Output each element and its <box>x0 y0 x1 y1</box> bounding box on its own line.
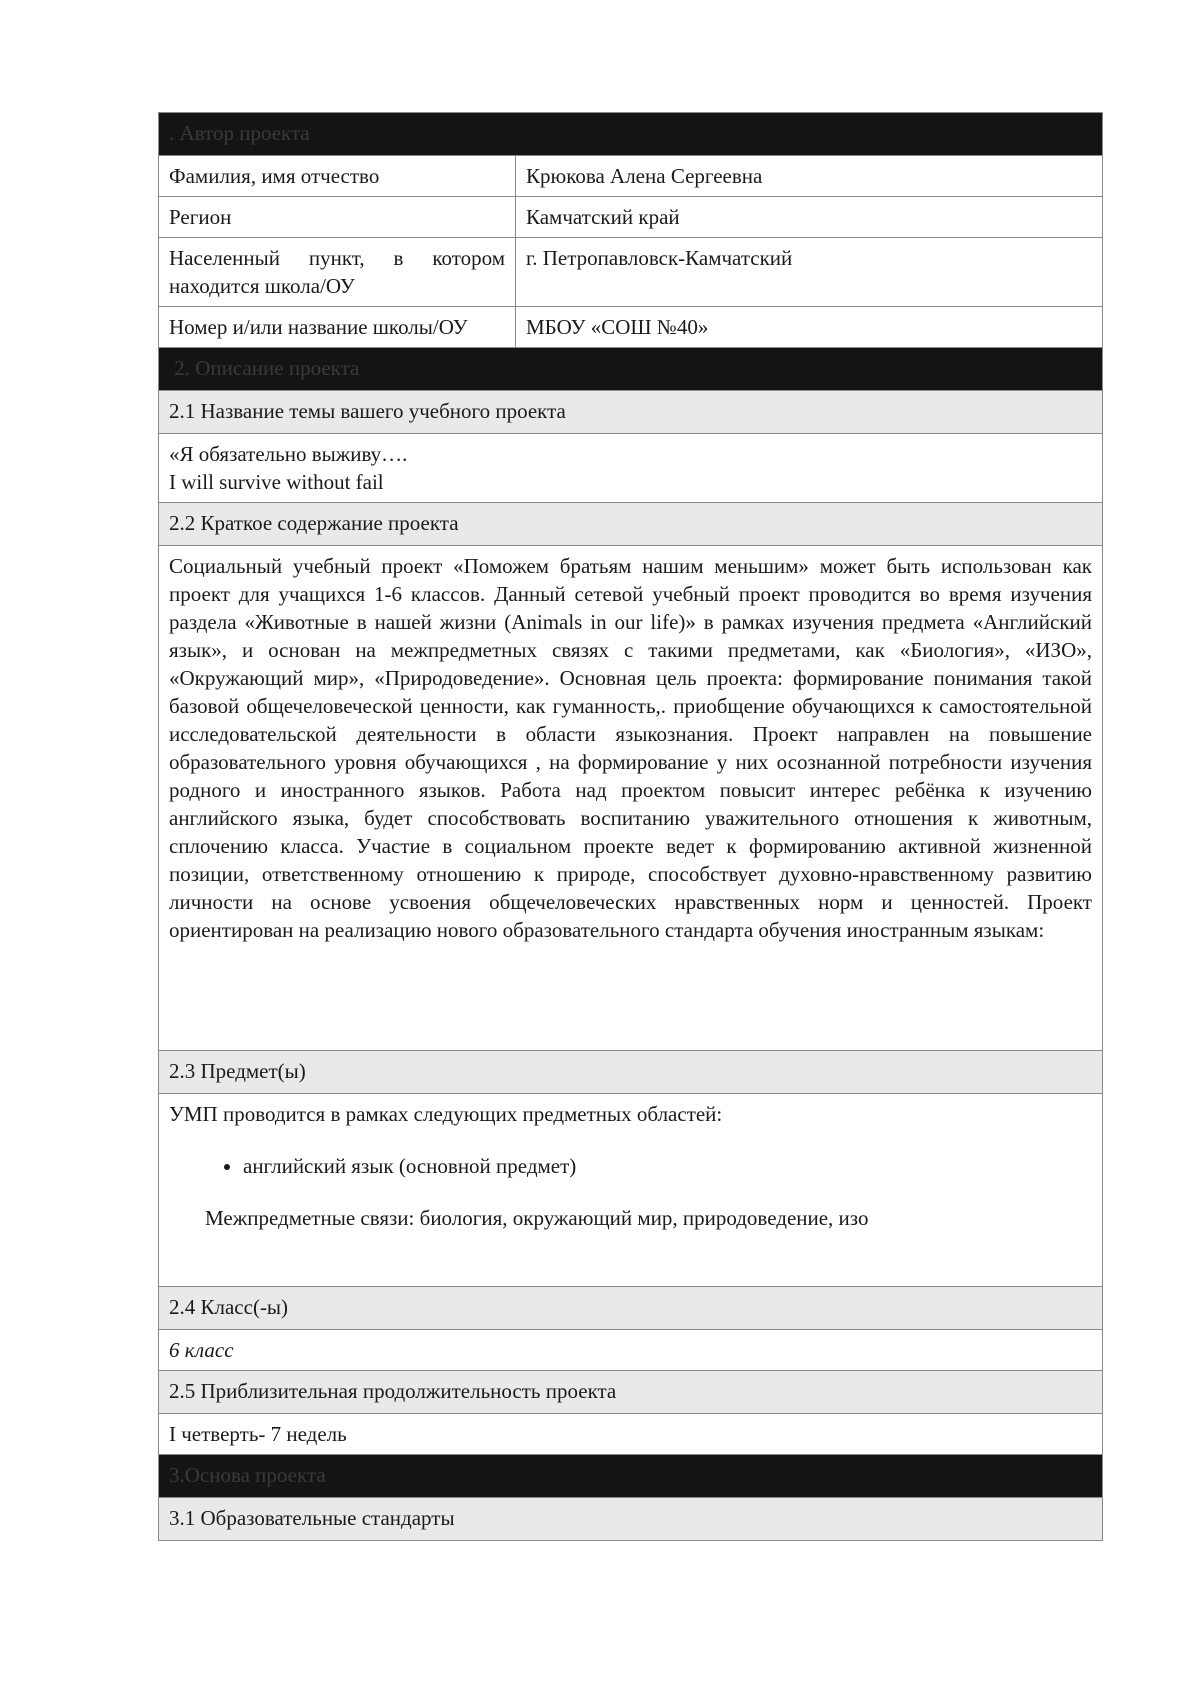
section-title-description: 2. Описание проекта <box>159 348 1103 391</box>
subjects-label: 2.3 Предмет(ы) <box>159 1051 1103 1094</box>
duration-label-row <box>159 1371 1103 1414</box>
school-label: Номер и/или название школы/ОУ <box>159 307 516 348</box>
grade-label-row <box>159 1287 1103 1330</box>
standards-label: 3.1 Образовательные стандарты <box>159 1498 1103 1541</box>
author-region-row <box>159 197 1103 238</box>
author-locality-row <box>159 238 1103 307</box>
topic-label: 2.1 Название темы вашего учебного проекта <box>159 391 1103 434</box>
subjects-label-row <box>159 1051 1103 1094</box>
duration-value-row <box>159 1414 1103 1455</box>
duration-value: I четверть- 7 недель <box>159 1414 1103 1455</box>
topic-line-ru: «Я обязательно выживу…. <box>169 442 408 466</box>
grade-value-row <box>159 1330 1103 1371</box>
subject-item: • английский язык (основной предмет) <box>243 1152 1092 1180</box>
subjects-cell <box>159 1094 1103 1287</box>
subjects-intro: УМП проводится в рамках следующих предметных областей: <box>169 1102 723 1126</box>
locality-value: г. Петропавловск-Камчатский <box>516 238 1103 307</box>
subjects-interlinks: Межпредметные связи: биология, окружающий мир, природоведение, изо <box>205 1206 869 1230</box>
summary-value-row <box>159 546 1103 1051</box>
subjects-value-row <box>159 1094 1103 1287</box>
subjects-list <box>169 1152 1092 1180</box>
standards-label-row <box>159 1498 1103 1541</box>
summary-text: Социальный учебный проект «Поможем братьям нашим меньшим» может быть использован как проект для учащихся 1-6 классов. Данный сетевой учебный проект проводится во время изучения раздела «Животные в нашей жизни (Animals in our life)» в рамках изучения предмета «Английский язык», и основан на межпредметных связях с такими предметами, как «Биология», «ИЗО», «Окружающий мир», «Природоведение». Основная цель проекта: формирование понимания такой базовой общечеловеческой ценности, как гуманность,. приобщение обучающихся к самостоятельной исследовательской деятельности в области языкознания. Проект направлен на повышение образовательного уровня обучающихся , на формирование у них осознанной потребности изучения родного и иностранного языков. Работа над проектом повысит интерес ребёнка к изучению английского языка, будет способствовать воспитанию уважительного отношения к животным, сплочению класса. Участие в социальном проекте ведет к формированию активной жизненной позиции, ответственному отношению к природе, способствует духовно-нравственному развитию личности на основе усвоения общечеловеческих нравственных норм и ценностей. Проект ориентирован на реализацию нового образовательного стандарта обучения иностранным языкам: <box>169 554 1092 942</box>
author-school-row <box>159 307 1103 348</box>
region-label: Регион <box>159 197 516 238</box>
grade-label: 2.4 Класс(-ы) <box>159 1287 1103 1330</box>
fio-value: Крюкова Алена Сергеевна <box>516 156 1103 197</box>
section-title-author: . Автор проекта <box>159 113 1103 156</box>
fio-label: Фамилия, имя отчество <box>159 156 516 197</box>
school-value: МБОУ «СОШ №40» <box>516 307 1103 348</box>
topic-label-row <box>159 391 1103 434</box>
region-value: Камчатский край <box>516 197 1103 238</box>
duration-label: 2.5 Приблизительная продолжительность проекта <box>159 1371 1103 1414</box>
summary-label-row <box>159 503 1103 546</box>
section-row-basis <box>159 1455 1103 1498</box>
summary-cell <box>159 546 1103 1051</box>
section-title-basis: 3.Основа проекта <box>159 1455 1103 1498</box>
topic-line-en: I will survive without fail <box>169 470 384 494</box>
summary-label: 2.2 Краткое содержание проекта <box>159 503 1103 546</box>
locality-label: Населенный пункт, в котором находится школа/ОУ <box>159 238 516 307</box>
section-row-description <box>159 348 1103 391</box>
author-fio-row <box>159 156 1103 197</box>
project-form-table <box>158 112 1103 1541</box>
grade-value: 6 класс <box>159 1330 1103 1371</box>
section-row-author <box>159 113 1103 156</box>
topic-value-row <box>159 434 1103 503</box>
topic-value-cell <box>159 434 1103 503</box>
